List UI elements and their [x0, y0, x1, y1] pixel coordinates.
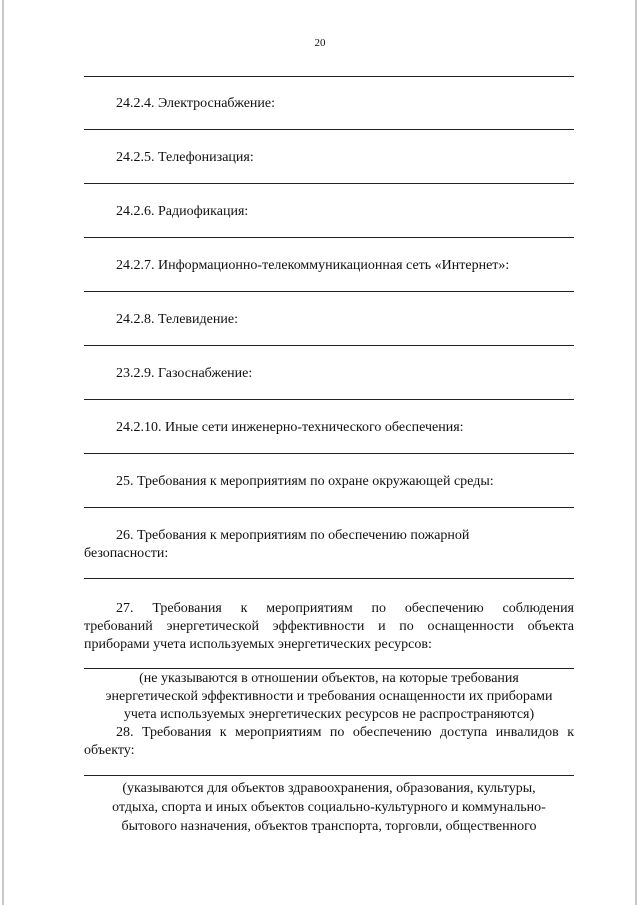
fill-line: [84, 76, 574, 77]
fill-line: [84, 237, 574, 238]
note-28-line-1: (указываются для объектов здравоохранения, образования, культуры,: [122, 781, 536, 796]
item-28-line-1: 28. Требования к мероприятиям по обеспечению доступа инвалидов к: [116, 725, 574, 740]
fill-line: [84, 453, 574, 454]
item-26-line-1: 26. Требования к мероприятиям по обеспечению пожарной: [116, 528, 470, 543]
item-27-line-3: приборами учета используемых энергетических ресурсов:: [84, 637, 432, 652]
item-23-2-9: 23.2.9. Газоснабжение:: [116, 366, 253, 381]
fill-line: [84, 183, 574, 184]
item-24-2-8: 24.2.8. Телевидение:: [116, 312, 238, 327]
fill-line: [84, 668, 574, 669]
page-number: 20: [314, 37, 326, 49]
fill-line: [84, 507, 574, 508]
fill-line: [84, 399, 574, 400]
item-24-2-10: 24.2.10. Иные сети инженерно-технического обеспечения:: [116, 420, 464, 435]
item-27-line-2: требований энергетической эффективности и по оснащенности объекта: [84, 619, 574, 634]
note-28-line-2: отдыха, спорта и иных объектов социально-культурного и коммунально-: [112, 800, 546, 815]
item-28-line-2: объекту:: [84, 743, 135, 758]
scan-edge-left: [2, 0, 4, 905]
item-26-line-2: безопасности:: [84, 546, 169, 561]
fill-line: [84, 775, 574, 776]
item-27-line-1: 27. Требования к мероприятиям по обеспечению соблюдения: [116, 601, 574, 616]
item-25: 25. Требования к мероприятиям по охране окружающей среды:: [116, 474, 494, 489]
fill-line: [84, 578, 574, 579]
note-27-line-2: энергетической эффективности и требования оснащенности их приборами: [105, 689, 553, 704]
item-24-2-7: 24.2.7. Информационно-телекоммуникационная сеть «Интернет»:: [116, 258, 510, 273]
note-27-line-1: (не указываются в отношении объектов, на которые требования: [139, 671, 519, 686]
note-27-line-3: учета используемых энергетических ресурсов не распространяются): [123, 707, 535, 722]
item-24-2-5: 24.2.5. Телефонизация:: [116, 150, 254, 165]
fill-line: [84, 129, 574, 130]
item-24-2-6: 24.2.6. Радиофикация:: [116, 204, 249, 219]
item-24-2-4: 24.2.4. Электроснабжение:: [116, 96, 275, 111]
note-28-line-3: бытового назначения, объектов транспорта, торговли, общественного: [121, 819, 537, 834]
fill-line: [84, 345, 574, 346]
scan-edge-right: [635, 0, 637, 905]
fill-line: [84, 291, 574, 292]
